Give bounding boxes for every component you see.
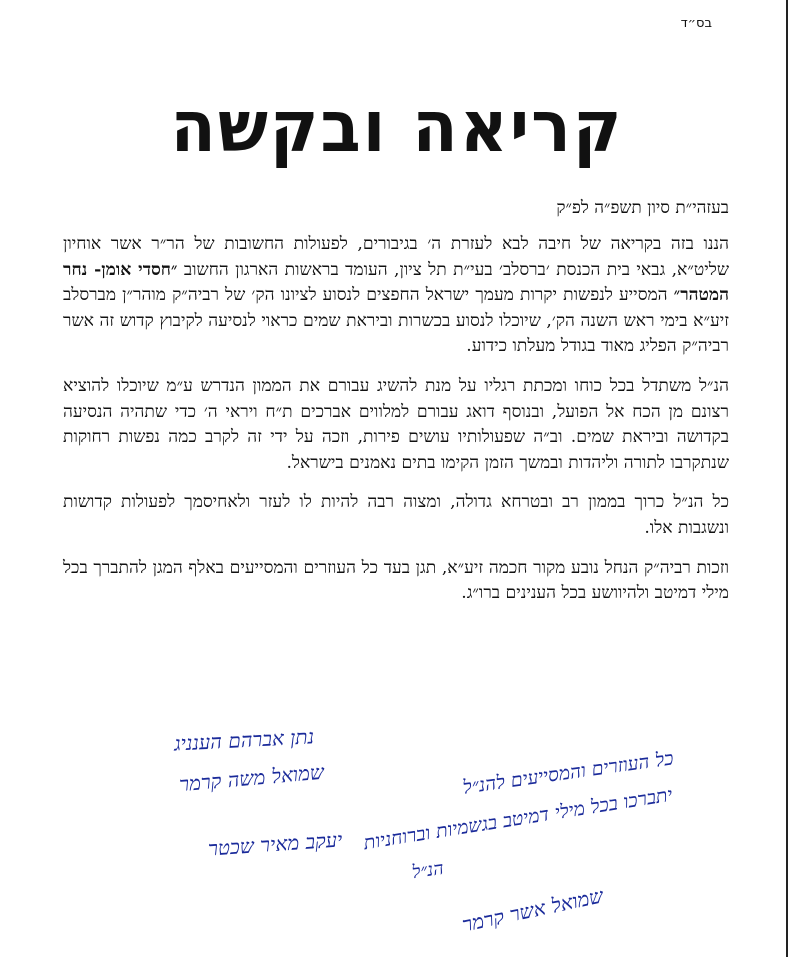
page-title: קריאה ובקשה [170,84,624,169]
paragraph-4: וזכות רביה״ק הנחל נובע מקור חכמה זיע״א, תגן בעד כל העוזרים והמסייעים באלף המגן להתברך בכל מילי דמיטב ולהיוושע בכל הענינים ברו״ג. [63,557,729,604]
signature-left-1: נתן אברהם הענניג [173,724,315,756]
paragraph-1-rest: המסייע לנפשות יקרות מעמך ישראל החפצים לנסוע לציונו הק׳ של רביה״ק מוהר״ן מברסלב זיע״א בימי ראש השנה הק׳, שיוכלו לנסוע בכשרות וביראת שמים כראוי לנסיעה לקיבוץ קדוש זה אשר רביה״ק הפליג מאוד בגודל מעלתו כידוע. [63,285,729,357]
paragraph-1-intro: הננו בזה בקריאה של חיבה לבא לעזרת ה׳ בגיבורים, לפעולות החשובות של הר״ר אשר אוחיון שליט״א, גבאי בית הכנסת ׳ברסלב׳ בעי״ת תל ציון, העומד בראשות הארגון החשוב [63,234,729,280]
signature-left-3: יעקב מאיר שכטר [206,827,343,861]
organization-name: ״חסדי אומן- נחר המטהר״ [63,259,729,306]
bsd-header: בס״ד [680,16,712,31]
handwritten-blessing-line-1: כל העוזרים והמסייעים להנ״ל [460,747,675,799]
date-line: בעזהי״ת סיון תשפ״ה לפ״ק [556,198,729,218]
signature-left-2: שמואל משה קרמר [178,759,325,797]
signature-right: שמואל אשר קרמר [459,883,605,937]
handwritten-blessing-line-2: יתברכו בכל מילי דמיטב בגשמיות וברוחניות [361,783,674,855]
handwritten-blessing-line-3: הנ״ל [411,857,446,884]
paragraph-3: כל הנ״ל כרוך בממון רב ובטרחא גדולה, ומצוה רבה להיות לו לעזר ולאחיסמך לפעולות קדושות ונשגבות אלו. [63,492,729,538]
letter-body [63,232,729,621]
paragraph-1 [63,232,729,360]
paragraph-2: הנ״ל משתדל בכל כוחו ומכתת רגליו על מנת להשיג עבורם את הממון הנדרש ע״מ שיוכלו להוציא רצונם מן הכח אל הפועל, ובנוסף דואג עבורם למלווים אברכים ת״ח ויראי ה׳ כדי שתהיה הנסיעה בקדושה וביראת שמים. וב״ה שפעולותיו עושים פירות, וזכה על ידי זה לקרב כמה נפשות רחוקות שנתקרבו לתורה וליהדות ובמשך הזמן הקימו בתים נאמנים בישראל. [63,375,729,473]
